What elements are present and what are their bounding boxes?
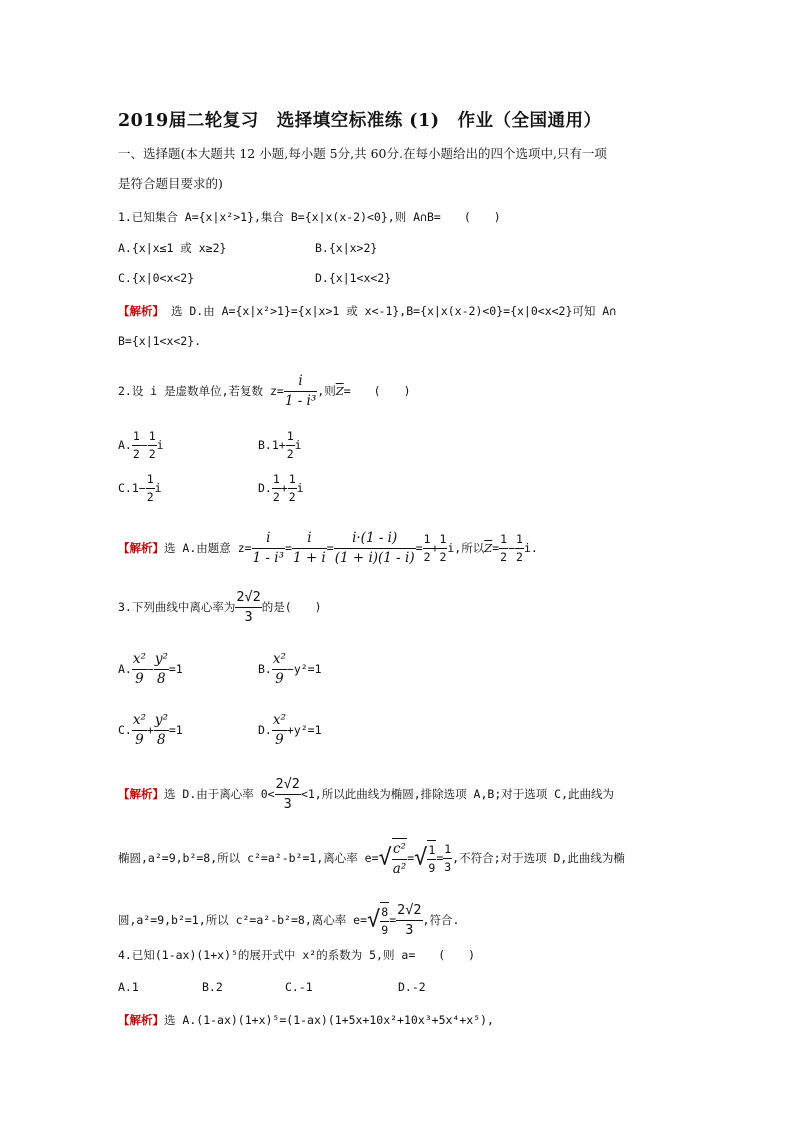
q2-option-a: [118, 428, 164, 463]
numerator: 2√2: [396, 901, 422, 921]
q2-solution: [118, 529, 538, 568]
numerator: 1: [499, 531, 508, 549]
numerator: i: [252, 529, 285, 549]
fraction-1: [252, 529, 285, 568]
q4-option-c: C.-1: [285, 980, 313, 994]
fraction-1-3: [443, 841, 452, 876]
fraction-half: [423, 531, 432, 566]
equals-one: =1: [168, 723, 183, 737]
q3-stem: [118, 588, 322, 627]
denominator: 8: [157, 732, 166, 748]
equals-sign: =: [415, 541, 423, 555]
fraction-half: [499, 531, 508, 566]
solution-label: 【解析】: [118, 304, 164, 318]
q2-option-d: [258, 471, 304, 506]
q3-option-a: [118, 650, 183, 689]
numerator: x²: [132, 711, 147, 731]
option-prefix: B.: [258, 662, 272, 676]
denominator: 2: [500, 550, 508, 564]
denominator: 2: [288, 490, 296, 504]
denominator: 9: [381, 923, 389, 937]
minus-sign: −: [140, 438, 148, 452]
q1-solution-line1: [118, 303, 616, 319]
option-prefix: C.: [118, 723, 132, 737]
option-prefix: D.: [258, 481, 272, 495]
numerator: 1: [423, 531, 432, 549]
q2-stem-then: ,则: [317, 384, 336, 398]
numerator: x²: [272, 711, 287, 731]
q1-option-d: D.{x|1<x<2}: [315, 271, 392, 285]
denominator: 1 - i³: [284, 393, 317, 409]
q4-solution: [118, 1012, 494, 1028]
equals-sign: =: [285, 541, 292, 555]
q2-fraction: [284, 372, 317, 411]
q2-solution-text: i.: [523, 541, 538, 555]
imaginary-unit: i: [156, 438, 164, 452]
denominator: (1 + i)(1 - i): [334, 550, 415, 566]
eccentricity-fraction: [235, 588, 261, 627]
option-prefix: D.: [258, 723, 272, 737]
denominator: 8: [157, 671, 166, 687]
denominator: 2: [148, 447, 156, 461]
fraction-half: [288, 471, 297, 506]
fraction-x2-9: [272, 711, 287, 750]
denominator: 2: [272, 490, 280, 504]
q3-solution-line1: [118, 775, 614, 814]
q1-solution-line2: B={x|1<x<2}.: [118, 334, 202, 348]
option-prefix: B.1+: [258, 438, 286, 452]
imaginary-unit: i: [294, 438, 302, 452]
q4-option-a: A.1: [118, 980, 139, 994]
numerator: c²: [392, 840, 407, 860]
denominator: 9: [135, 671, 144, 687]
q2-solution-text: i,所以: [447, 541, 485, 555]
eccentricity-fraction: [275, 775, 301, 814]
q3-solution-line2: [118, 838, 625, 879]
q3-solution-text: ,符合.: [422, 913, 460, 927]
numerator: 1: [132, 428, 141, 446]
fraction-y2-8: [154, 650, 169, 689]
denominator: 2: [423, 550, 431, 564]
numerator: 1: [427, 842, 436, 860]
option-prefix: C.1−: [118, 481, 146, 495]
numerator: 1: [286, 428, 295, 446]
numerator: 1: [272, 471, 281, 489]
fraction-x2-9: [132, 711, 147, 750]
denominator: 2: [286, 447, 294, 461]
option-tail: +y²=1: [286, 723, 322, 737]
eccentricity-fraction: [396, 901, 422, 940]
numerator: i: [292, 529, 327, 549]
fraction-2: [292, 529, 327, 568]
denominator: 1 + i: [292, 550, 326, 566]
numerator: y²: [154, 711, 169, 731]
q1-option-b: B.{x|x>2}: [315, 241, 378, 255]
z-conjugate: $\overline{Z}$: [335, 384, 344, 398]
q3-option-b: [258, 650, 322, 689]
fraction-x2-9: [272, 650, 287, 689]
plus-sign: +: [431, 541, 439, 555]
q4-option-d: D.-2: [398, 980, 426, 994]
denominator: 9: [275, 671, 284, 687]
q1-option-a: A.{x|x≤1 或 x≥2}: [118, 241, 227, 255]
q2-stem-tail: = ( ): [343, 384, 411, 398]
section-intro-line2: 是符合题目要求的): [118, 176, 223, 191]
equals-sign: =: [389, 913, 397, 927]
q3-stem-text: 3.下列曲线中离心率为: [118, 600, 236, 614]
numerator: 1: [146, 471, 155, 489]
q3-solution-text: 圆,a²=9,b²=1,所以 c²=a²-b²=8,离心率 e=: [118, 913, 368, 927]
fraction-half: [146, 471, 155, 506]
equals-sign: =: [492, 541, 500, 555]
denominator: 3: [405, 922, 414, 938]
q3-solution-text: ,不符合;对于选项 D,此曲线为椭: [452, 851, 625, 865]
numerator: 1: [438, 531, 447, 549]
option-prefix: A.: [118, 438, 132, 452]
plus-sign: +: [146, 723, 154, 737]
minus-sign: −: [146, 662, 154, 676]
numerator: 1: [443, 841, 452, 859]
q3-solution-line3: [118, 901, 459, 940]
q3-stem-tail: 的是( ): [261, 600, 322, 614]
q2-stem-text: 2.设 i 是虚数单位,若复数 z=: [118, 384, 284, 398]
equals-one: =1: [168, 662, 183, 676]
numerator: i·(1 - i): [334, 529, 416, 549]
equals-sign: =: [326, 541, 334, 555]
fraction-half: [286, 428, 295, 463]
option-prefix: A.: [118, 662, 132, 676]
denominator: 2: [439, 550, 447, 564]
numerator: 2√2: [275, 775, 301, 795]
imaginary-unit: i: [154, 481, 162, 495]
solution-label: 【解析】: [118, 541, 164, 555]
denominator: 3: [444, 860, 452, 874]
numerator: 1: [148, 428, 157, 446]
solution-label: 【解析】: [118, 787, 164, 801]
fraction-half: [148, 428, 157, 463]
q1-option-c: C.{x|0<x<2}: [118, 271, 195, 285]
denominator: a²: [392, 861, 407, 877]
fraction-y2-8: [154, 711, 169, 750]
radical-sign: √: [378, 845, 392, 871]
fraction-3: [334, 529, 416, 568]
imaginary-unit: i: [296, 481, 304, 495]
numerator: x²: [132, 650, 147, 670]
numerator: y²: [154, 650, 169, 670]
minus-sign: −: [508, 541, 516, 555]
sqrt-1-9: [414, 840, 436, 877]
q4-stem: 4.已知(1-ax)(1+x)⁵的展开式中 x²的系数为 5,则 a= ( ): [118, 948, 476, 962]
numerator: 8: [380, 904, 389, 922]
q1-stem: 1.已知集合 A={x|x²>1},集合 B={x|x(x-2)<0},则 A∩B= ( ): [118, 210, 501, 224]
fraction-c2-a2: [392, 840, 407, 879]
q3-solution-text: 选 D.由于离心率 0<: [164, 787, 275, 801]
q4-option-b: B.2: [202, 980, 223, 994]
numerator: x²: [272, 650, 287, 670]
numerator: 1: [288, 471, 297, 489]
solution-label: 【解析】: [118, 1013, 164, 1027]
fraction-half: [132, 428, 141, 463]
q2-option-c: [118, 471, 162, 506]
fraction-half: [272, 471, 281, 506]
q3-option-c: [118, 711, 183, 750]
q1-solution-text: 选 D.由 A={x|x²>1}={x|x>1 或 x<-1},B={x|x(x-2)<0}={x|0<x<2}可知 A∩: [170, 304, 617, 318]
denominator: 9: [275, 732, 284, 748]
denominator: 3: [283, 796, 292, 812]
denominator: 3: [244, 609, 253, 625]
q4-solution-text: 选 A.(1-ax)(1+x)⁵=(1-ax)(1+5x+10x²+10x³+5x⁴+x⁵),: [164, 1013, 494, 1027]
q2-option-b: [258, 428, 302, 463]
denominator: 2: [132, 447, 140, 461]
fraction-8-9: [380, 904, 389, 939]
equals-sign: =: [407, 851, 415, 865]
numerator: 2√2: [235, 588, 261, 608]
denominator: 2: [516, 550, 523, 564]
sqrt-8-9: [367, 902, 389, 939]
denominator: 1 - i³: [252, 550, 285, 566]
fraction-half: [515, 531, 524, 566]
denominator: 2: [146, 490, 154, 504]
numerator: i: [284, 372, 317, 392]
q2-solution-text: 选 A.由题意 z=: [164, 541, 252, 555]
denominator: 9: [135, 732, 144, 748]
equals-sign: =: [436, 851, 444, 865]
plus-sign: +: [280, 481, 288, 495]
document-title: 2019届二轮复习 选择填空标准练 (1) 作业（全国通用）: [118, 111, 602, 131]
q3-solution-text: 椭圆,a²=9,b²=8,所以 c²=a²-b²=1,离心率 e=: [118, 851, 379, 865]
radical-sign: √: [414, 845, 428, 871]
z-conjugate: $\overline{Z}$: [484, 541, 493, 555]
section-intro-line1: 一、选择题(本大题共 12 小题,每小题 5分,共 60分.在每小题给出的四个选项中,只有一项: [118, 146, 607, 161]
numerator: 1: [515, 531, 524, 549]
option-tail: −y²=1: [286, 662, 322, 676]
denominator: 9: [428, 861, 436, 875]
sqrt-c2-a2: [379, 838, 408, 879]
radical-sign: √: [367, 907, 381, 933]
fraction-x2-9: [132, 650, 147, 689]
q3-solution-text: <1,所以此曲线为椭圆,排除选项 A,B;对于选项 C,此曲线为: [300, 787, 615, 801]
q2-stem: [118, 372, 411, 411]
q3-option-d: [258, 711, 322, 750]
